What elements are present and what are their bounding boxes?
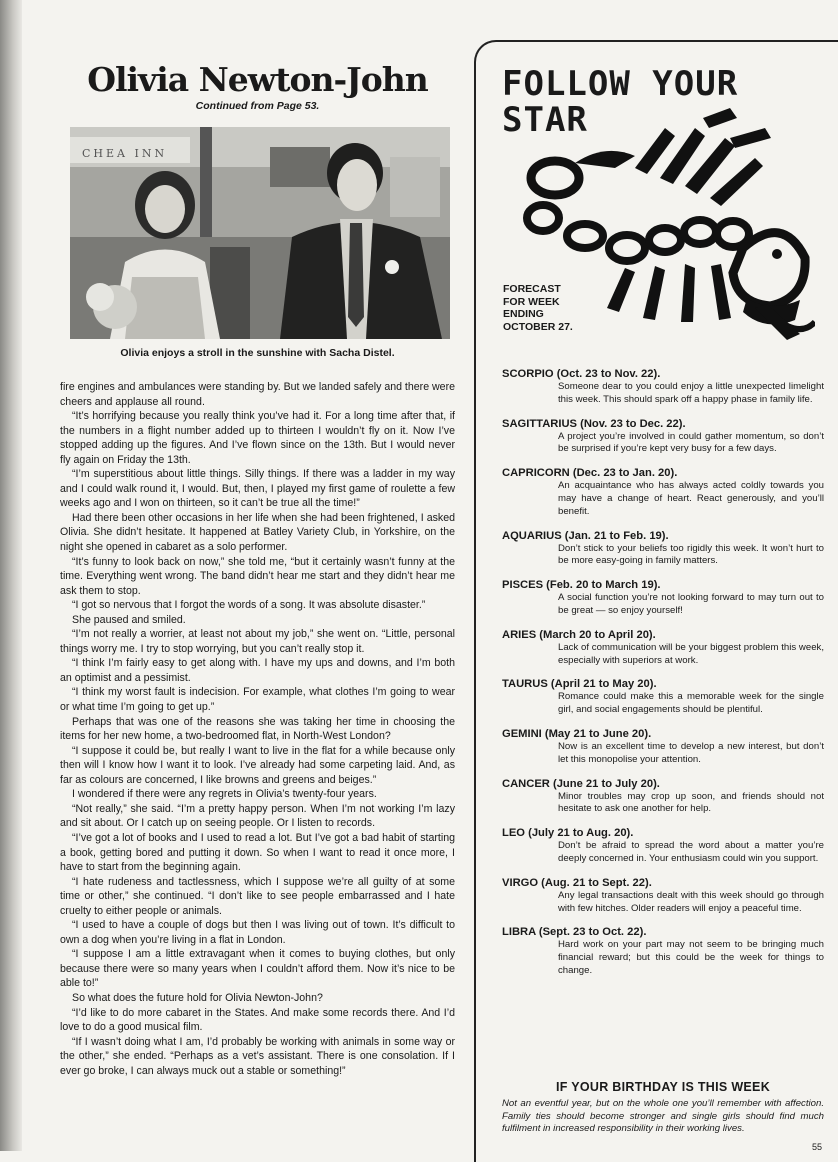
sign-text: Romance could make this a memorable week for the single girl, and social engagements should be plentiful. — [558, 691, 824, 716]
forecast-line: OCTOBER 27. — [503, 320, 573, 333]
article-body — [60, 380, 455, 1078]
photo-illustration — [70, 127, 450, 339]
sign-text: Lack of communication will be your biggest problem this week, especially with superiors at work. — [558, 641, 824, 666]
article-paragraph: “It’s funny to look back on now,” she told me, “but it certainly wasn’t funny at the time. Everything went wrong. The band didn’t hear me start and they didn’t hear me ask them to stop. — [60, 555, 455, 597]
article-paragraph: “It’s horrifying because you really think you’ve had it. For a long time after that, if the numbers in a flight number added up to thirteen I wouldn’t fly on it. Now I’ve stopped adding up the figures. And I’ve flown since on the 13th. But I would never fly again on Friday the 13th. — [60, 410, 455, 466]
sign-entry-gemini — [502, 727, 824, 767]
birthday-heading: IF YOUR BIRTHDAY IS THIS WEEK — [555, 1080, 771, 1094]
sign-text: An acquaintance who has always acted coldly towards you may have a change of heart. React generously, and you’ll benefit. — [558, 480, 824, 517]
article-paragraph: “I used to have a couple of dogs but then I was living out of town. It’s difficult to own a dog when you’re living in a flat in London. — [60, 919, 455, 946]
sign-text: Now is an excellent time to develop a new interest, but don’t let this monopolise your attention. — [558, 740, 824, 765]
sign-heading: SCORPIO (Oct. 23 to Nov. 22). — [502, 368, 661, 380]
sign-entry-capricorn — [502, 466, 824, 518]
sign-text: Minor troubles may crop up soon, and friends should not hesitate to ask one another for help. — [558, 790, 824, 815]
sign-heading: GEMINI (May 21 to June 20). — [502, 727, 652, 740]
horoscope-list — [502, 367, 824, 988]
photo-caption: Olivia enjoys a stroll in the sunshine with Sacha Distel. — [120, 347, 395, 359]
forecast-label — [503, 283, 573, 333]
sign-entry-libra — [502, 925, 824, 977]
article-paragraph: “I think my worst fault is indecision. For example, what clothes I’m going to wear or what time I’m going to get up.” — [60, 686, 455, 714]
article-paragraph: “I’d like to do more cabaret in the States. And make some records there. And I’d love to do a good musical film. — [60, 1006, 455, 1034]
page-spine-shadow — [0, 0, 22, 1151]
sign-heading: AQUARIUS (Jan. 21 to Feb. 19). — [502, 529, 669, 542]
sign-heading: CAPRICORN (Dec. 23 to Jan. 20). — [502, 467, 678, 480]
article-paragraph: So what does the future hold for Olivia Newton-John? — [72, 991, 323, 1004]
forecast-line: FORECAST — [503, 283, 561, 295]
sign-entry-virgo — [502, 876, 824, 916]
article-paragraph: “I suppose it could be, but really I want to live in the flat for a while because only then will I know how I want it to look. I’ve already had some carpeting laid. And, as far as colours are concerned, I like browns and greens and beiges.” — [60, 744, 455, 786]
sign-text: Hard work on your part may not seem to be bringing much financial reward; but this could be the week for things to change. — [558, 939, 824, 976]
article-photo — [70, 127, 450, 339]
sign-heading: ARIES (March 20 to April 20). — [502, 628, 656, 641]
article-paragraph: “I’ve got a lot of books and I used to read a lot. But I’ve got a bad habit of starting a book, getting bored and putting it down. So when I want to read it once more, I have to start from the beginning again. — [60, 831, 455, 874]
sign-entry-pisces — [502, 578, 824, 618]
article-paragraph: “I think I’m fairly easy to get along with. I have my ups and downs, and I’m both an optimist and a pessimist. — [60, 657, 455, 684]
horoscope-title-line1: FOLLOW YOUR — [502, 64, 739, 104]
sign-entry-cancer — [502, 777, 824, 817]
article-paragraph: “If I wasn’t doing what I am, I’d probably be working with animals in some way or the other,” she ended. “Perhaps as a vet’s assistant. There is one consolation. If I ever go broke, I can always muck out a stable or something!” — [60, 1035, 455, 1077]
continued-note: Continued from Page 53. — [195, 100, 320, 112]
sign-entry-aquarius — [502, 529, 824, 569]
sign-entry-aries — [502, 628, 824, 668]
sign-text: Don’t stick to your beliefs too rigidly this week. It won’t hurt to be more easy-going in family matters. — [558, 542, 824, 567]
article-paragraph: “I hate rudeness and tactlessness, which I suppose we’re all guilty of at some time or other,” she continued. “I don’t like to see people embarrassed and I hate cruelty to either people or animals. — [60, 875, 455, 917]
article-paragraph: I wondered if there were any regrets in Olivia’s twenty-four years. — [72, 788, 377, 801]
article-paragraph: “I’m superstitious about little things. Silly things. If there was a ladder in my way and I could walk round it, I would. But, then, I played my first game of roulette a few weeks ago and I won on thirteen, so it can’t be true all the time!” — [60, 468, 455, 510]
sign-heading: PISCES (Feb. 20 to March 19). — [502, 579, 661, 592]
sign-entry-sagittarius — [502, 417, 824, 457]
article-paragraph: “I got so nervous that I forgot the words of a song. It was absolute disaster.” — [72, 599, 426, 612]
article-paragraph: “I’m not really a worrier, at least not about my job,” she went on. “Little, personal things worry me. I try to stop worrying, but you can’t really stop it. — [60, 628, 455, 655]
sign-heading: VIRGO (Aug. 21 to Sept. 22). — [502, 876, 652, 889]
sign-text: Don’t be afraid to spread the word about a matter you’re deeply concerned in. Your enthusiasm could win you support. — [558, 840, 824, 864]
sign-text: Any legal transactions dealt with this week should go through with few hitches. Older readers will enjoy a peaceful time. — [558, 889, 824, 914]
sign-heading: CANCER (June 21 to July 20). — [502, 777, 660, 790]
sign-heading: LEO (July 21 to Aug. 20). — [502, 827, 634, 840]
sign-heading: TAURUS (April 21 to May 20). — [502, 678, 657, 691]
sign-heading: LIBRA (Sept. 23 to Oct. 22). — [502, 926, 647, 939]
sign-heading: SAGITTARIUS (Nov. 23 to Dec. 22). — [502, 417, 686, 430]
forecast-line: ENDING — [503, 308, 544, 320]
forecast-line: FOR WEEK — [503, 295, 560, 308]
horoscope-title-line2: STAR — [502, 100, 588, 140]
sign-entry-leo — [502, 826, 824, 866]
article-column — [60, 60, 455, 1078]
photo-sign-text: CHEA INN — [82, 147, 168, 160]
article-paragraph: “I suppose I am a little extravagant when it comes to buying clothes, but only because there were so many years when I couldn’t afford them. Now it’s nice to be able to!” — [60, 948, 455, 990]
article-headline: Olivia Newton-John — [87, 60, 428, 99]
sign-text: A project you’re involved in could gather momentum, so don’t be surprised if you’re kept very busy for a few days. — [558, 430, 824, 455]
article-paragraph: fire engines and ambulances were standing by. But we landed safely and there were cheers and applause all round. — [60, 381, 455, 408]
article-paragraph: Perhaps that was one of the reasons she was taking her time in choosing the items for her new home, a two-bedroomed flat, in North-West London? — [60, 715, 455, 743]
article-paragraph: She paused and smiled. — [72, 613, 186, 626]
page-number: 55 — [812, 1142, 823, 1152]
sign-entry-taurus — [502, 677, 824, 717]
article-paragraph: Had there been other occasions in her life when she had been frightened, I asked Olivia. She didn’t hesitate. It happened at Batley Variety Club, in Yorkshire, on the night she opened in cabaret as a solo performer. — [60, 511, 455, 554]
sign-entry-scorpio — [502, 367, 824, 407]
sign-text: Someone dear to you could enjoy a little unexpected limelight this week. This should spark off a happy phase in family life. — [558, 381, 824, 405]
article-paragraph: “Not really,” she said. “I’m a pretty happy person. When I’m not working I’m lazy and sit about. Or I catch up on seeing people. Or I listen to records. — [60, 802, 455, 830]
sign-text: A social function you’re not looking forward to may turn out to be great — so enjoy yourself! — [558, 592, 824, 616]
birthday-text: Not an eventful year, but on the whole one you’ll remember with affection. Family ties should become stronger and single girls should find much fulfilment in increased responsibility in their working lives. — [502, 1098, 824, 1135]
